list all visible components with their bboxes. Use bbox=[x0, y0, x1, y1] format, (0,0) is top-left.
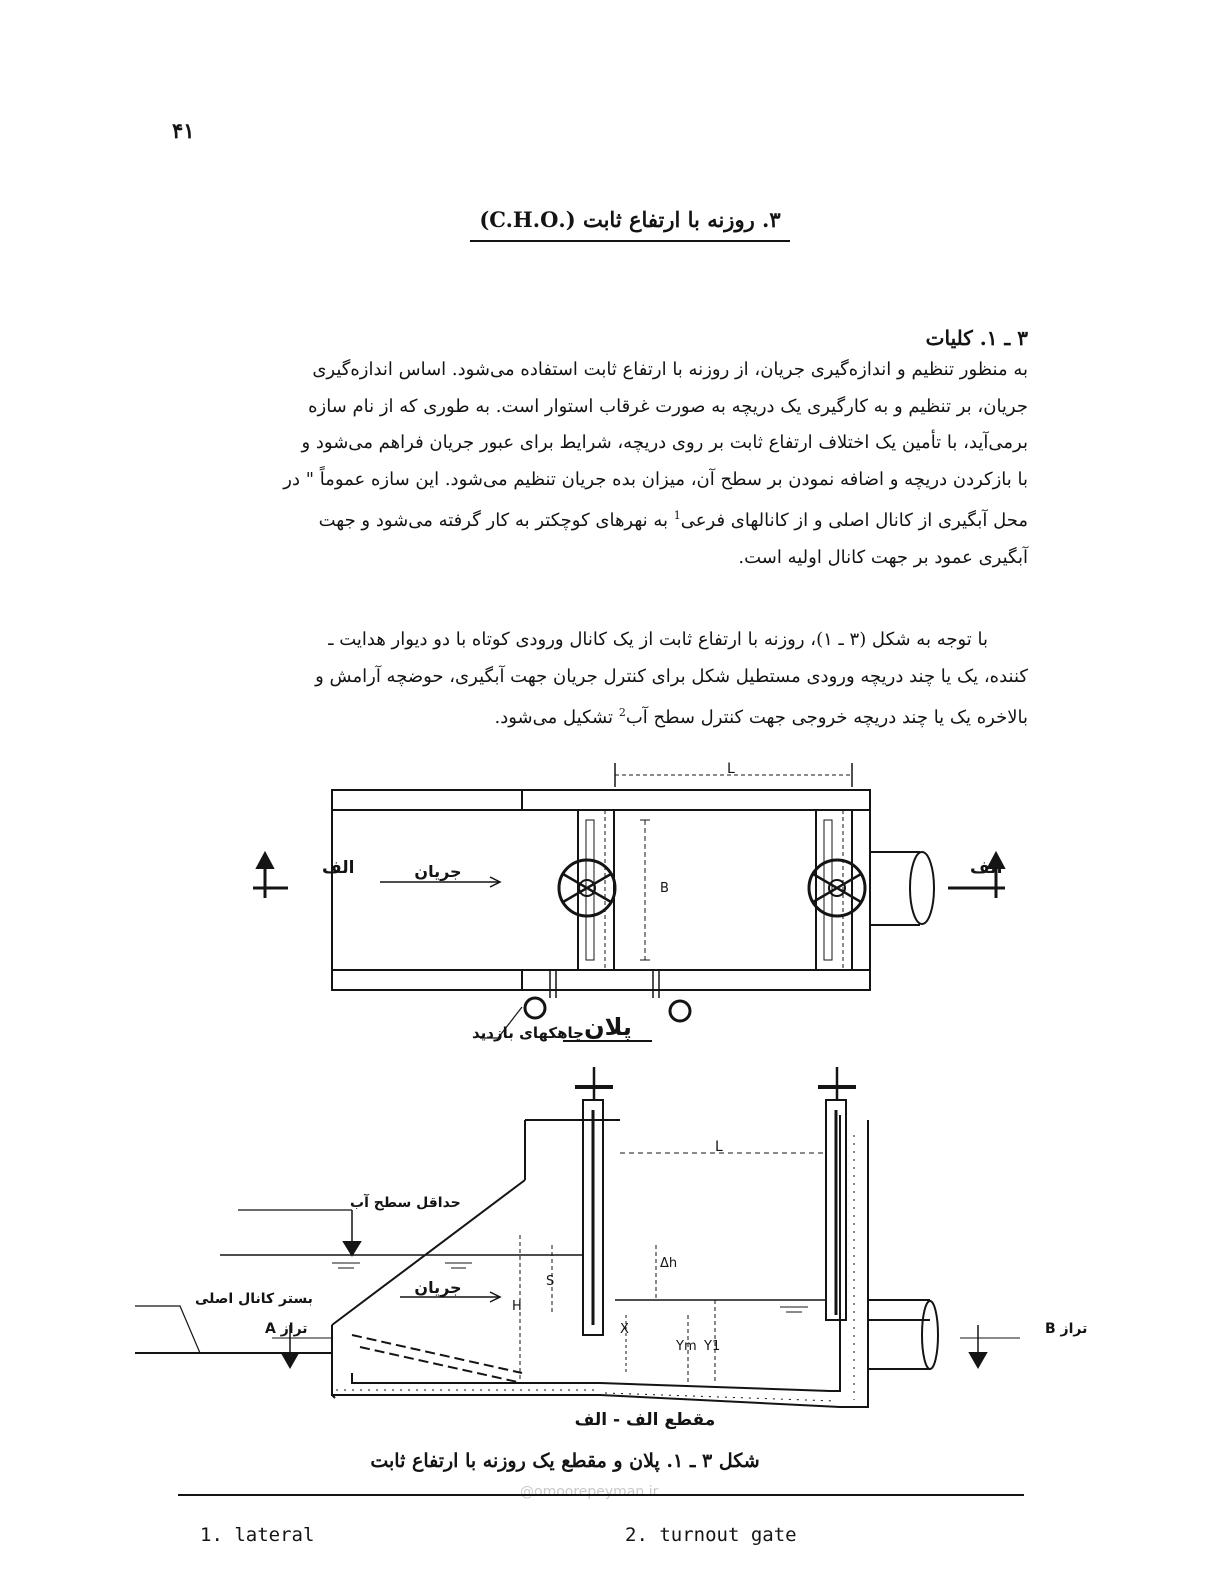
paragraph-general bbox=[183, 352, 1028, 576]
paragraph-line-part: محل آبگیری از کانال اصلی و از کانالهای فرعی bbox=[680, 510, 1028, 531]
level-a-label: تراز A bbox=[265, 1321, 308, 1337]
section-dim-y1: Y1 bbox=[704, 1339, 721, 1354]
plan-title: پلان bbox=[584, 1013, 632, 1041]
paragraph-line bbox=[183, 498, 1028, 540]
min-water-level-label: حداقل سطح آب bbox=[350, 1195, 461, 1211]
plan-view bbox=[253, 763, 1005, 1041]
paragraph-line-part: بالاخره یک یا چند دریچه خروجی جهت کنترل سطح آب bbox=[625, 707, 1028, 728]
paragraph-line: کننده، یک یا چند دریچه ورودی مستطیل شکل برای کنترل جریان جهت آبگیری، حوضچه آرامش و bbox=[315, 665, 1028, 687]
section-dim-l: L bbox=[715, 1139, 723, 1155]
section-dim-ym: Ym bbox=[676, 1339, 697, 1354]
watermark-url: @omoorepeyman.ir bbox=[520, 1484, 659, 1500]
section-dim-h: H bbox=[512, 1299, 522, 1314]
section-mark-left: الف bbox=[322, 858, 355, 878]
paragraph-line-part: تشکیل می‌شود. bbox=[494, 707, 614, 728]
footnote-2: 2. turnout gate bbox=[625, 1524, 797, 1546]
section-dim-dh: Δh bbox=[660, 1256, 678, 1271]
section-mark-right: الف bbox=[970, 858, 1003, 878]
paragraph-line: با بازکردن دریچه و اضافه نمودن بر سطح آن، میزان بده جریان تنظیم می‌شود. این سازه عموماً " در bbox=[283, 468, 1028, 490]
paragraph-description bbox=[183, 622, 1028, 737]
paragraph-line: جریان، بر تنظیم و به کارگیری یک دریچه به صورت غرقاب استوار است. به طوری که از نام سازه bbox=[308, 395, 1028, 417]
section-dim-x: X bbox=[620, 1322, 629, 1337]
paragraph-line-part: به نهرهای کوچکتر به کار گرفته می‌شود و جهت bbox=[318, 510, 669, 531]
section-title: مقطع الف - الف bbox=[574, 1410, 716, 1430]
footnote-ref: 1 bbox=[673, 509, 681, 522]
figure-plan-and-section bbox=[60, 755, 1088, 1455]
section-heading: ۳ ـ ۱. کلیات bbox=[925, 326, 1028, 350]
paragraph-line: آبگیری عمود بر جهت کانال اولیه است. bbox=[738, 546, 1028, 568]
paragraph-line: به منظور تنظیم و اندازه‌گیری جریان، از روزنه با ارتفاع ثابت استفاده می‌شود. اساس اندازه‌گیری bbox=[312, 359, 1028, 380]
paragraph-line bbox=[183, 695, 1028, 737]
plan-flow-label: جریان bbox=[414, 862, 462, 881]
section-dim-s: S bbox=[546, 1274, 555, 1289]
paragraph-line: برمی‌آید، با تأمین یک اختلاف ارتفاع ثابت بر روی دریچه، شرایط برای عبور جریان فراهم می‌شود و bbox=[301, 432, 1028, 453]
section-flow-label: جریان bbox=[414, 1278, 462, 1297]
chapter-heading: ۳. روزنه با ارتفاع ثابت (.C.H.O) bbox=[470, 207, 790, 242]
section-view bbox=[135, 1067, 1020, 1407]
plan-dim-l: L bbox=[727, 761, 735, 777]
footnote-1: 1. lateral bbox=[200, 1524, 315, 1546]
figure-caption: شکل ۳ ـ ۱. پلان و مقطع یک روزنه با ارتفاع ثابت bbox=[370, 1450, 760, 1472]
inspection-wells-label: چاهکهای بازدید bbox=[472, 1024, 584, 1042]
main-canal-bed-label: بستر کانال اصلی bbox=[195, 1291, 313, 1307]
plan-dim-b: B bbox=[660, 881, 669, 896]
level-b-label: تراز B bbox=[1045, 1321, 1088, 1337]
footnote-divider bbox=[178, 1494, 1024, 1496]
footnote-ref: 2 bbox=[618, 706, 626, 719]
paragraph-line: با توجه به شکل (۳ ـ ۱)، روزنه با ارتفاع ثابت از یک کانال ورودی کوتاه با دو دیوار هدایت ـ bbox=[328, 629, 988, 650]
page-number: ۴۱ bbox=[172, 118, 195, 143]
